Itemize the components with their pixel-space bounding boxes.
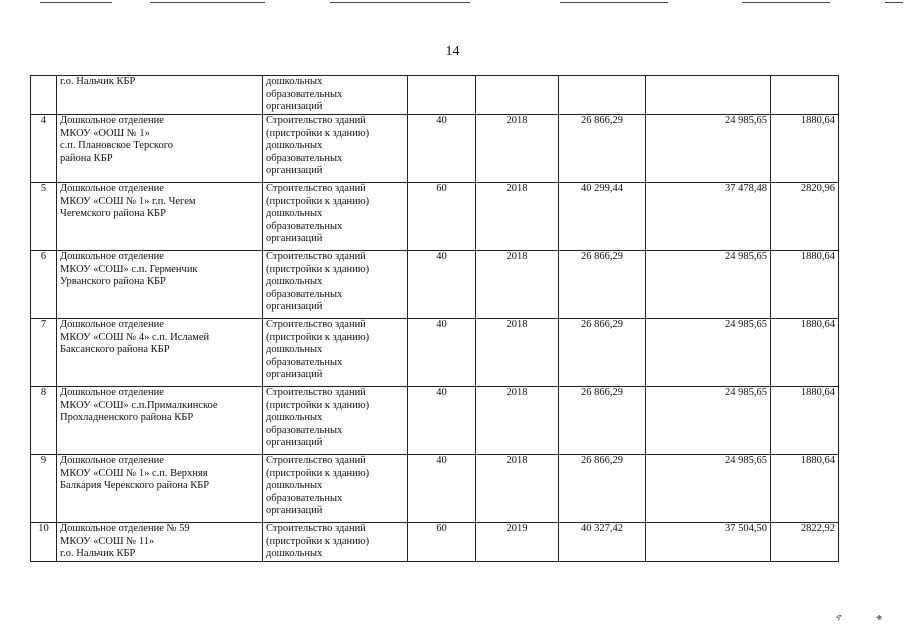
year [476,76,559,115]
work-type: дошкольных образовательных организаций [263,76,408,115]
total-amount: 26 866,29 [559,455,646,523]
object-name-line: Дошкольное отделение [60,183,164,194]
regional-amount: 2820,96 [771,183,839,251]
places-count: 40 [408,319,476,387]
work-type: Строительство зданий (пристройки к зданию) дошкольных образовательных организаций [263,183,408,251]
total-amount: 26 866,29 [559,251,646,319]
table-row [31,523,839,562]
object-name-line: Баксанского района КБР [60,344,170,355]
table-row [31,183,839,251]
object-name-line: района КБР [60,152,113,164]
federal-amount: 24 985,65 [646,115,771,183]
table-row [31,251,839,319]
object-name-line: г.о. Нальчик КБР [60,76,136,87]
object-name-line: Прохладненского района КБР [60,412,194,423]
object-name [57,523,263,562]
federal-amount: 24 985,65 [646,387,771,455]
total-amount: 40 299,44 [559,183,646,251]
object-name-line: МКОУ «СОШ № 1» г.п. Чегем [60,195,196,207]
total-amount: 40 327,42 [559,523,646,562]
regional-amount: 2822,92 [771,523,839,562]
work-type: Строительство зданий (пристройки к зданию) дошкольных образовательных организаций [263,387,408,455]
row-number: 9 [31,455,57,523]
work-type: Строительство зданий (пристройки к зданию) дошкольных образовательных организаций [263,455,408,523]
federal-amount: 24 985,65 [646,455,771,523]
total-amount: 26 866,29 [559,115,646,183]
row-number: 6 [31,251,57,319]
row-number: 7 [31,319,57,387]
object-name [57,319,263,387]
year: 2018 [476,387,559,455]
federal-amount: 37 478,48 [646,183,771,251]
federal-amount: 24 985,65 [646,319,771,387]
total-amount: 26 866,29 [559,319,646,387]
scan-mark: ቁ [876,612,883,622]
scan-mark: ኖ [836,612,842,622]
places-count [408,76,476,115]
total-amount: 26 866,29 [559,387,646,455]
object-name [57,455,263,523]
places-count: 40 [408,455,476,523]
year: 2018 [476,115,559,183]
regional-amount: 1880,64 [771,387,839,455]
work-type: Строительство зданий (пристройки к зданию) дошкольных образовательных организаций [263,319,408,387]
places-count: 40 [408,387,476,455]
scan-line [560,2,668,3]
table-row [31,319,839,387]
regional-amount: 1880,64 [771,251,839,319]
work-type: Строительство зданий (пристройки к зданию) дошкольных [263,523,408,562]
total-amount [559,76,646,115]
regional-amount [771,76,839,115]
places-count: 40 [408,251,476,319]
object-name-line: г.о. Нальчик КБР [60,548,136,559]
object-name-line: Дошкольное отделение [60,115,164,126]
federal-amount: 37 504,50 [646,523,771,562]
object-name-line: МКОУ «СОШ № 4» с.п. Исламей [60,331,210,343]
object-name [57,76,263,115]
regional-amount: 1880,64 [771,319,839,387]
object-name-line: МКОУ «СОШ» с.п. Герменчик [60,263,198,275]
year: 2018 [476,251,559,319]
object-name-line: Дошкольное отделение [60,251,164,262]
object-name-line: МКОУ «ООШ № 1» [60,127,150,139]
row-number: 8 [31,387,57,455]
object-name-line: Дошкольное отделение [60,455,164,466]
row-number: 10 [31,523,57,562]
scan-line [885,2,903,3]
object-name-line: МКОУ «СОШ» с.п.Прималкинское [60,399,218,411]
scan-line [330,2,470,3]
object-name [57,183,263,251]
object-name-line: МКОУ «СОШ № 11» [60,535,155,547]
object-name-line: Дошкольное отделение № 59 [60,523,190,534]
row-number: 5 [31,183,57,251]
table-row [31,76,839,115]
federal-amount [646,76,771,115]
work-type: Строительство зданий (пристройки к зданию) дошкольных образовательных организаций [263,115,408,183]
table-row [31,115,839,183]
year: 2018 [476,455,559,523]
scan-line [40,2,112,3]
year: 2018 [476,319,559,387]
object-name-line: Дошкольное отделение [60,387,164,398]
year: 2019 [476,523,559,562]
object-name-line: Урванского района КБР [60,276,166,287]
federal-amount: 24 985,65 [646,251,771,319]
places-count: 40 [408,115,476,183]
object-name [57,115,263,183]
object-name-line: с.п. Плановское Терского [60,140,173,151]
row-number [31,76,57,115]
object-name-line: Дошкольное отделение [60,319,164,330]
scan-line [742,2,830,3]
row-number: 4 [31,115,57,183]
object-name-line: Балкария Черекского района КБР [60,480,210,491]
work-type: Строительство зданий (пристройки к зданию) дошкольных образовательных организаций [263,251,408,319]
regional-amount: 1880,64 [771,455,839,523]
object-name-line: Чегемского района КБР [60,208,166,219]
regional-amount: 1880,64 [771,115,839,183]
scan-line [150,2,265,3]
places-count: 60 [408,183,476,251]
object-name [57,251,263,319]
object-name-line: МКОУ «СОШ № 1» с.п. Верхняя [60,467,208,479]
year: 2018 [476,183,559,251]
table-row [31,387,839,455]
object-name [57,387,263,455]
objects-table [30,75,839,562]
page-number: 14 [445,44,460,59]
places-count: 60 [408,523,476,562]
table-row [31,455,839,523]
